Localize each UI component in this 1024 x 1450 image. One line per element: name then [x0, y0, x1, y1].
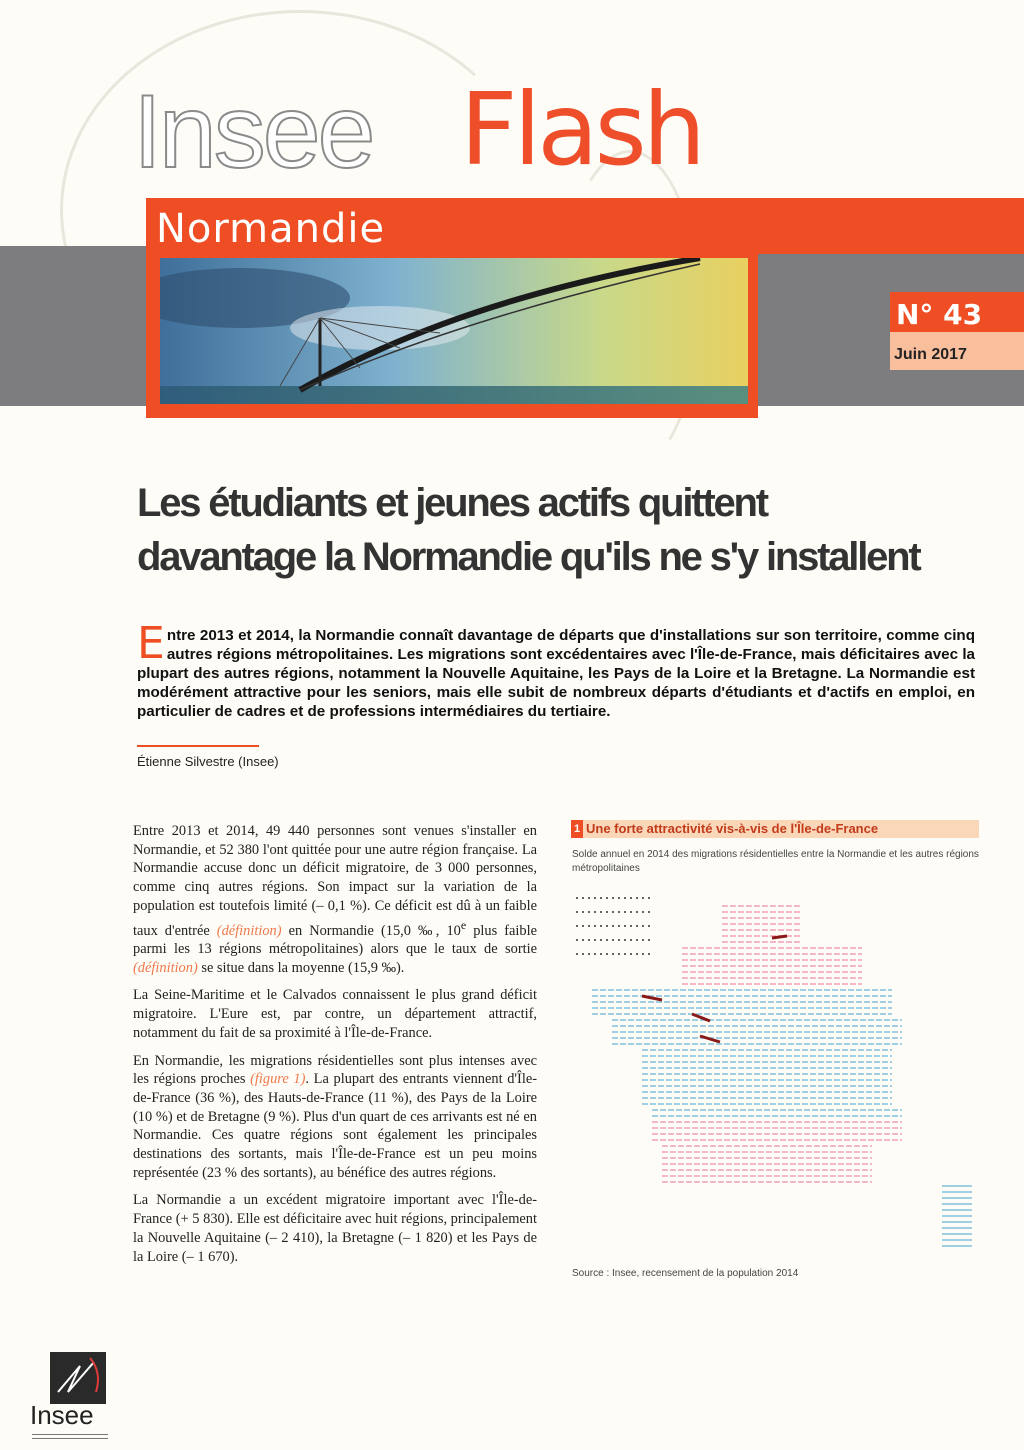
paragraph: La Normandie a un excédent migratoire important avec l'Île-de-France (+ 5 830). Elle est déficitaire avec huit régions, principalement la Nouvelle Aquitaine (– 2 410), la Bretagne (– 1 820) et les Pays de la Loire (– 1 670). — [133, 1192, 537, 1265]
figure-subtitle: Solde annuel en 2014 des migrations résidentielles entre la Normandie et les autres régions métropolitaines — [572, 849, 979, 874]
brand-insee-wordmark: Insee — [133, 74, 373, 190]
body-text — [133, 822, 537, 1275]
insee-logo-text: Insee — [30, 1400, 94, 1430]
abstract-divider — [137, 745, 259, 747]
dropcap: E — [137, 618, 165, 669]
definition-link[interactable]: (définition) — [216, 922, 282, 939]
figure-source: Source : Insee, recensement de la population 2014 — [572, 1268, 799, 1279]
figure-number: 1 — [571, 820, 583, 838]
text-run: en Normandie (15,0 ‰, 10 — [281, 922, 461, 939]
text-run: . La plupart des entrants viennent d'Île-de-France (36 %), des Hauts-de-France (11 %), des Pays de la Loire (10 %) et de Bretagne (9 %). Plus d'un quart de ces arrivants est né en Normandie. Ces quatre régions sont également les principales destinations des sortants, mais l'Île-de-France est un peu moins représentée (23 % des sortants), au bénéfice des autres régions. — [133, 1071, 537, 1181]
paragraph: La Seine-Maritime et le Calvados connaissent le plus grand déficit migratoire. L'Eure est, par contre, un département attractif, notamment du fait de sa proximité à l'Île-de-France. — [133, 987, 537, 1041]
paragraph — [133, 1052, 537, 1183]
paragraph — [133, 822, 537, 977]
france-regions-map — [572, 886, 982, 1266]
abstract-text: ntre 2013 et 2014, la Normandie connaît davantage de départs que d'installations sur son territoire, comme cinq autres régions métropolitaines. Les migrations sont excédentaires avec l'Île-de-France, mais déficitaires avec la plupart des autres régions, notamment la Nouvelle Aquitaine, les Pays de la Loire et la Bretagne. La Normandie est modérément attractive pour les seniors, mais elle subit de nombreux départs d'étudiants et d'actifs en emploi, en particulier de cadres et de professions intermédiaires du tertiaire. — [137, 627, 975, 720]
brand-flash-wordmark: Flash — [460, 71, 703, 188]
text-run: Entre 2013 et 2014, 49 440 personnes sont venues s'installer en Normandie, et 52 380 l'ont quittée pour une autre région française. La Normandie accuse donc un déficit migratoire, de 3 000 personnes, comme cinq autres régions. Son impact sur la variation de la population est toutefois limité (– 0,1 %). Ce déficit est dû à un faible taux d'entrée — [133, 823, 537, 939]
region-name: Normandie — [156, 206, 386, 252]
abstract — [137, 618, 975, 721]
text-run: plus faible parmi les 13 régions métropolitaines) alors que le taux de sortie — [133, 922, 537, 958]
figure-link[interactable]: (figure 1) — [250, 1071, 306, 1088]
figure-title: Une forte attractivité vis-à-vis de l'Île-de-France — [586, 821, 879, 836]
definition-link[interactable]: (définition) — [133, 959, 198, 976]
text-run: En Normandie, les migrations résidentielles sont plus intenses avec les régions proches — [133, 1052, 537, 1088]
logo-underline — [32, 1434, 108, 1439]
superscript: e — [460, 917, 467, 932]
issue-number: N° 43 — [896, 298, 983, 331]
migration-arrow — [772, 936, 787, 938]
cover-photo-bridge — [160, 258, 748, 404]
insee-logo-mark — [50, 1352, 106, 1404]
issue-date: Juin 2017 — [894, 346, 967, 363]
article-title: Les étudiants et jeunes actifs quittent davantage la Normandie qu'ils ne s'y installent — [137, 481, 920, 579]
text-run: se situe dans la moyenne (15,9 ‰). — [197, 959, 405, 976]
author: Étienne Silvestre (Insee) — [137, 754, 279, 769]
